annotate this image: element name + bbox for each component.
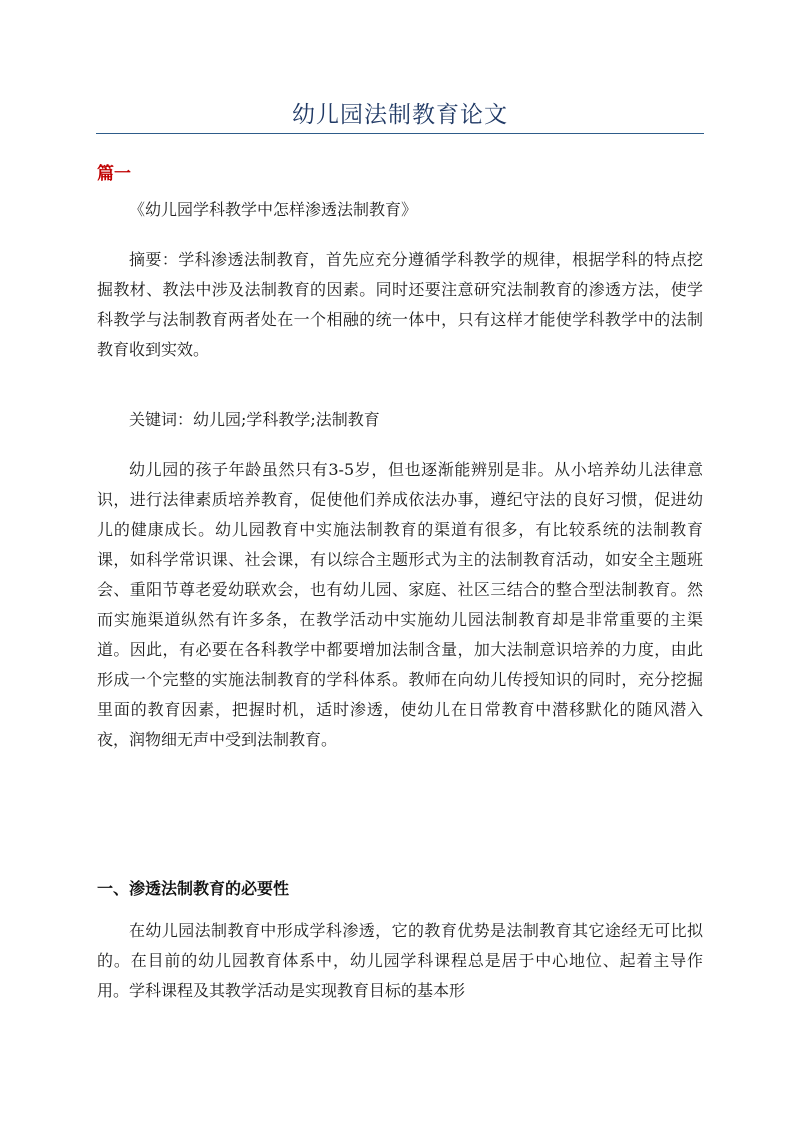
article-title: 《幼儿园学科教学中怎样渗透法制教育》 [129, 200, 418, 219]
section-heading-necessity: 一、渗透法制教育的必要性 [97, 879, 290, 898]
necessity-paragraph: 在幼儿园法制教育中形成学科渗透，它的教育优势是法制教育其它途经无可比拟的。在目前的幼儿园教育体系中，幼儿园学科课程总是居于中心地位、起着主导作用。学科课程及其教学活动是实现教育目标的基本形 [97, 921, 703, 1000]
keywords-paragraph: 关键词：幼儿园;学科教学;法制教育 [129, 410, 380, 429]
title-underline [96, 133, 704, 134]
section-label: 篇一 [97, 164, 131, 184]
intro-paragraph: 幼儿园的孩子年龄虽然只有3-5岁，但也逐渐能辨别是非。从小培养幼儿法律意识，进行法律素质培养教育，促使他们养成依法办事，遵纪守法的良好习惯，促进幼儿的健康成长。幼儿园教育中实施法制教育的渠道有很多，有比较系统的法制教育课，如科学常识课、社会课，有以综合主题形式为主的法制教育活动，如安全主题班会、重阳节尊老爱幼联欢会，也有幼儿园、家庭、社区三结合的整合型法制教育。然而实施渠道纵然有许多条，在教学活动中实施幼儿园法制教育却是非常重要的主渠道。因此，有必要在各科教学中都要增加法制含量，加大法制意识培养的力度，由此形成一个完整的实施法制教育的学科体系。教师在向幼儿传授知识的同时，充分挖掘里面的教育因素，把握时机，适时渗透，使幼儿在日常教育中潜移默化的随风潜入夜，润物细无声中受到法制教育。 [97, 460, 703, 749]
abstract-paragraph: 摘要：学科渗透法制教育，首先应充分遵循学科教学的规律，根据学科的特点挖掘教材、教法中涉及法制教育的因素。同时还要注意研究法制教育的渗透方法，使学科教学与法制教育两者处在一个相融的统一体中，只有这样才能使学科教学中的法制教育收到实效。 [97, 250, 703, 359]
document-title: 幼儿园法制教育论文 [292, 102, 508, 128]
